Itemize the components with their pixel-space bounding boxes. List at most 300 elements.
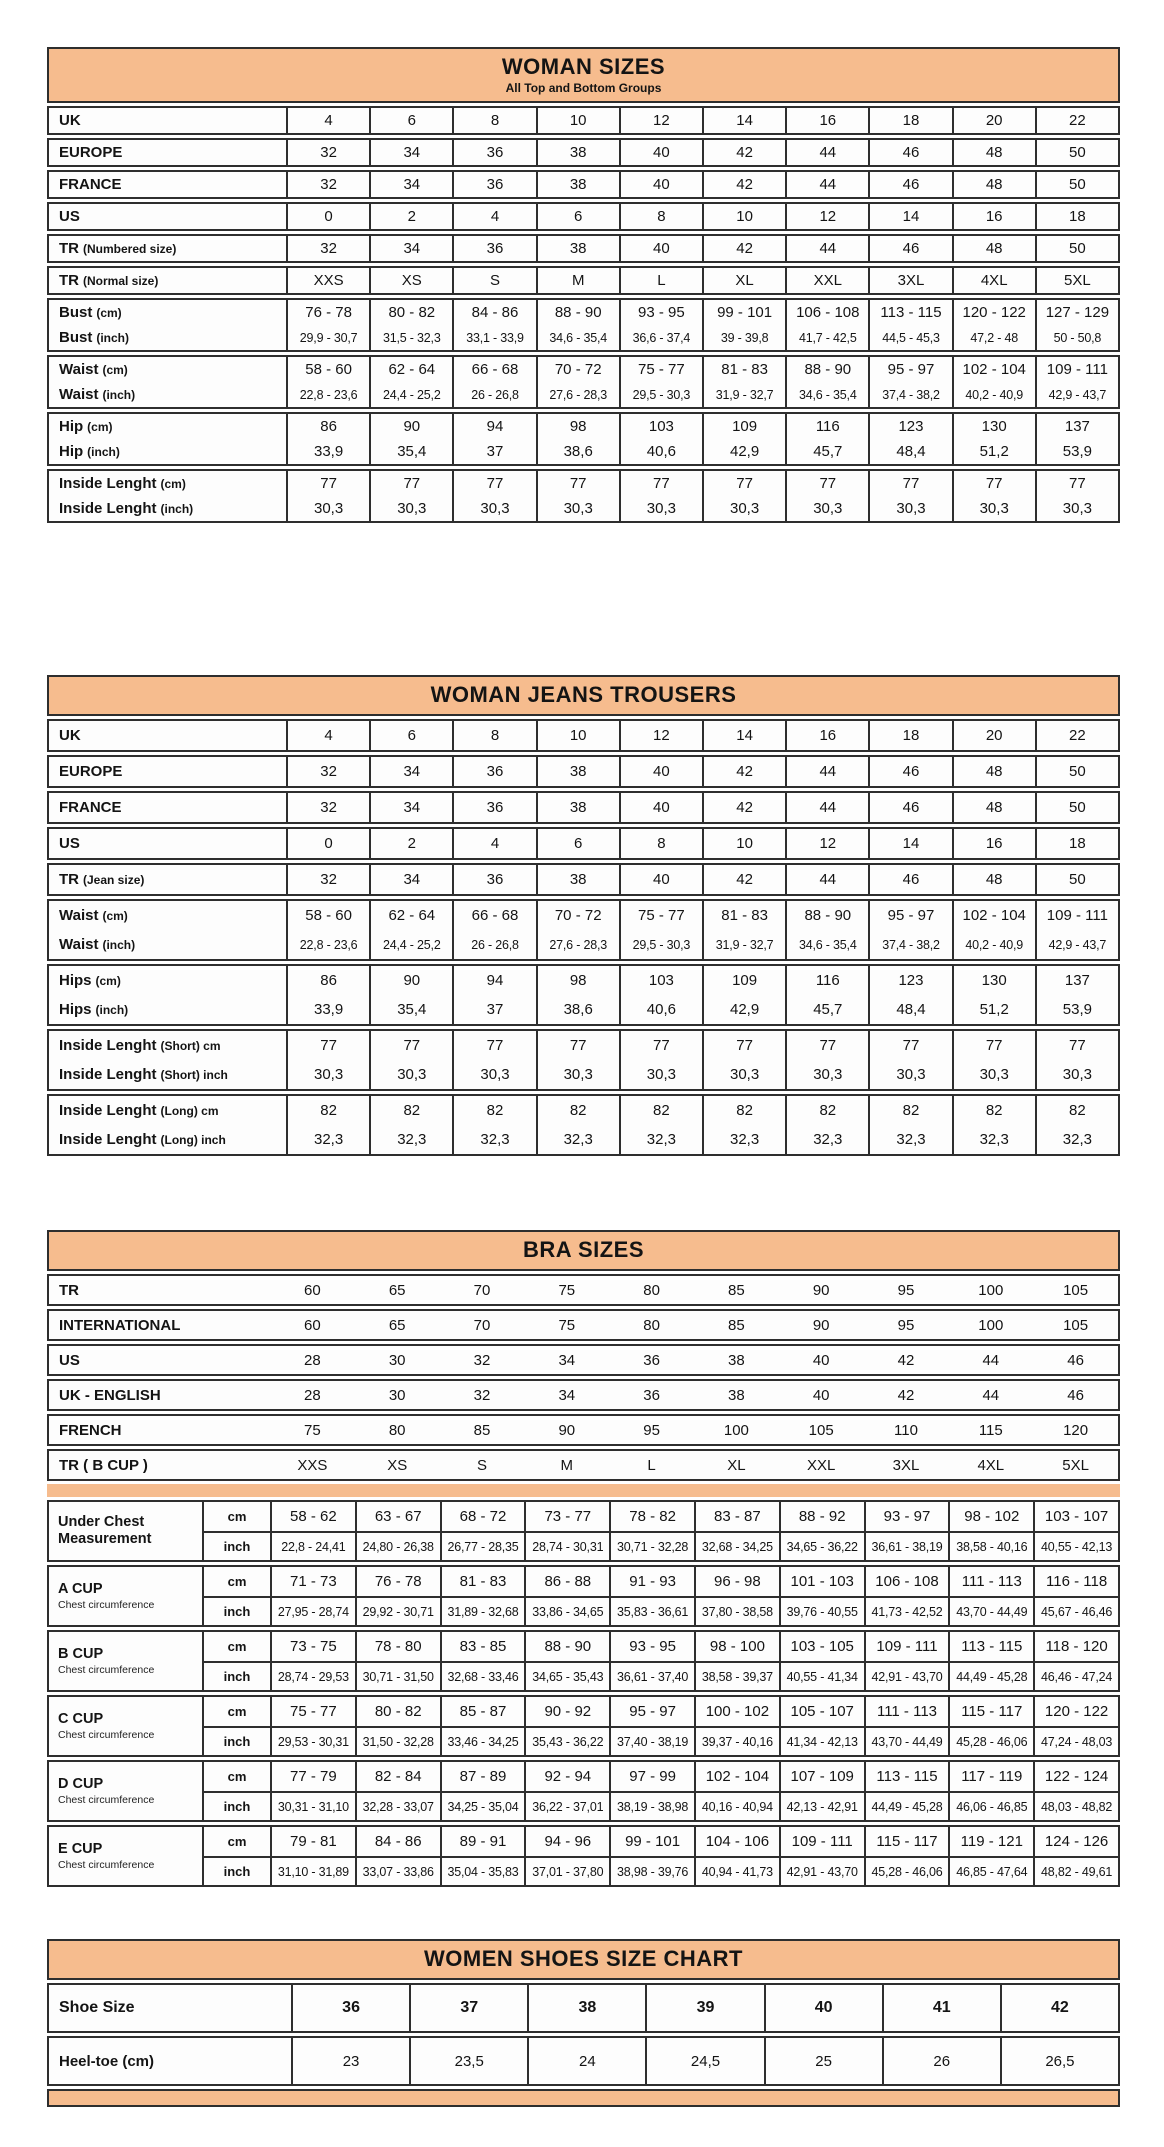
size-cell: 43,70 - 44,49 bbox=[864, 1726, 949, 1755]
size-cell: 90 bbox=[558, 1421, 576, 1439]
row-label bbox=[49, 1125, 286, 1154]
size-cell: 28,74 - 29,53 bbox=[270, 1661, 355, 1690]
size-cell: 85 bbox=[473, 1421, 491, 1439]
table-row bbox=[49, 414, 1118, 439]
size-cell: 42 bbox=[897, 1386, 915, 1404]
size-cell: 37,4 - 38,2 bbox=[868, 382, 951, 407]
size-cell: 34 bbox=[369, 172, 452, 197]
size-cell: 78 - 82 bbox=[609, 1502, 694, 1531]
size-cell: 76 - 78 bbox=[355, 1567, 440, 1596]
row-group bbox=[47, 469, 1120, 523]
size-cell: 113 - 115 bbox=[948, 1632, 1033, 1661]
size-cell: 36 bbox=[452, 793, 535, 822]
size-cell: 77 bbox=[369, 471, 452, 496]
size-cell: 30,3 bbox=[536, 496, 619, 521]
row-label-text: TR bbox=[59, 1281, 79, 1299]
table-row bbox=[49, 1985, 1118, 2031]
row-group bbox=[47, 899, 1120, 961]
row-group bbox=[47, 266, 1120, 295]
size-cell: 77 bbox=[286, 1031, 369, 1060]
size-cell: 36 bbox=[291, 1985, 409, 2031]
table-row bbox=[49, 496, 1118, 521]
size-cell: 70 - 72 bbox=[536, 357, 619, 382]
table-header bbox=[47, 675, 1120, 716]
table-row bbox=[49, 901, 1118, 930]
size-cell: XXL bbox=[785, 268, 868, 293]
size-cell: 32,3 bbox=[369, 1125, 452, 1154]
row-group bbox=[47, 964, 1120, 1026]
table-row bbox=[49, 1276, 1118, 1304]
size-cell: 73 - 77 bbox=[524, 1502, 609, 1531]
row-label bbox=[49, 325, 286, 350]
size-cell: 30,3 bbox=[952, 496, 1035, 521]
size-cell: 124 - 126 bbox=[1033, 1827, 1118, 1856]
cup-label bbox=[49, 1697, 202, 1755]
size-cell: 4 bbox=[452, 204, 535, 229]
row-label bbox=[49, 268, 286, 293]
size-cell: 70 bbox=[473, 1281, 491, 1299]
size-cell: 44 bbox=[785, 793, 868, 822]
size-cell: 36 bbox=[452, 757, 535, 786]
size-cell: 58 - 62 bbox=[270, 1502, 355, 1531]
size-cell: 42 bbox=[702, 172, 785, 197]
size-cell: 38 bbox=[536, 865, 619, 894]
row-label-note: (inch) bbox=[87, 444, 120, 459]
size-cell: 102 - 104 bbox=[952, 357, 1035, 382]
cup-label-text: E CUP bbox=[58, 1841, 103, 1858]
size-cell: XL bbox=[702, 268, 785, 293]
size-cell: 34 bbox=[369, 236, 452, 261]
size-cell: 63 - 67 bbox=[355, 1502, 440, 1531]
size-cell: 44,5 - 45,3 bbox=[868, 325, 951, 350]
size-cell: 30,3 bbox=[702, 496, 785, 521]
size-cell: 34,25 - 35,04 bbox=[440, 1791, 525, 1820]
table-row bbox=[49, 1381, 1118, 1409]
row-label bbox=[49, 1031, 286, 1060]
size-cell: 119 - 121 bbox=[948, 1827, 1033, 1856]
size-cell: 82 - 84 bbox=[355, 1762, 440, 1791]
size-cell: 111 - 113 bbox=[864, 1697, 949, 1726]
size-cell: 94 bbox=[452, 966, 535, 995]
size-cell: 103 - 107 bbox=[1033, 1502, 1118, 1531]
row-label bbox=[49, 721, 286, 750]
size-cell: 26,77 - 28,35 bbox=[440, 1531, 525, 1560]
size-cell: 80 - 82 bbox=[355, 1697, 440, 1726]
size-cell: 30,31 - 31,10 bbox=[270, 1791, 355, 1820]
size-cell: 116 - 118 bbox=[1033, 1567, 1118, 1596]
size-cell: 75 bbox=[558, 1316, 576, 1334]
size-cell: 42,9 bbox=[702, 995, 785, 1024]
size-cell: 42 bbox=[702, 236, 785, 261]
size-cell: 70 bbox=[473, 1316, 491, 1334]
row-label-text: TR bbox=[59, 871, 79, 888]
size-cell: 80 - 82 bbox=[369, 300, 452, 325]
row-label-text: Inside Lenght bbox=[59, 1102, 157, 1119]
size-cell: 14 bbox=[868, 204, 951, 229]
size-cell: 88 - 90 bbox=[785, 357, 868, 382]
size-cell: 6 bbox=[536, 204, 619, 229]
size-cell: 96 - 98 bbox=[694, 1567, 779, 1596]
table-row bbox=[49, 140, 1118, 165]
size-cell: 4XL bbox=[977, 1456, 1005, 1474]
size-cell: S bbox=[476, 1456, 487, 1474]
cup-sublabel: Chest circumference bbox=[58, 1598, 155, 1611]
size-cell: 50 bbox=[1035, 757, 1118, 786]
cup-sublabel: Chest circumference bbox=[58, 1663, 155, 1676]
row-label-text: TR bbox=[59, 240, 79, 257]
size-cell: 34 bbox=[369, 140, 452, 165]
size-cell: 75 bbox=[304, 1421, 321, 1439]
size-cell: 95 - 97 bbox=[868, 357, 951, 382]
row-label bbox=[49, 439, 286, 464]
size-cell: 86 bbox=[286, 966, 369, 995]
size-cell: 32,3 bbox=[286, 1125, 369, 1154]
row-label-note: (cm) bbox=[95, 973, 121, 988]
table-row bbox=[49, 1311, 1118, 1339]
size-cell: 14 bbox=[702, 721, 785, 750]
size-cell: 50 bbox=[1035, 793, 1118, 822]
size-cell: 94 - 96 bbox=[524, 1827, 609, 1856]
size-cell: XXS bbox=[286, 268, 369, 293]
size-cell: 88 - 90 bbox=[536, 300, 619, 325]
size-cell: 40,6 bbox=[619, 995, 702, 1024]
size-cell: 107 - 109 bbox=[779, 1762, 864, 1791]
size-cell: 33,86 - 34,65 bbox=[524, 1596, 609, 1625]
size-cell: 37,01 - 37,80 bbox=[524, 1856, 609, 1885]
size-cell: 16 bbox=[952, 829, 1035, 858]
row-label bbox=[49, 1416, 270, 1444]
size-cell: 14 bbox=[702, 108, 785, 133]
size-cell: 35,4 bbox=[369, 439, 452, 464]
size-cell: 31,5 - 32,3 bbox=[369, 325, 452, 350]
size-cell: 68 - 72 bbox=[440, 1502, 525, 1531]
size-cell: 77 bbox=[952, 1031, 1035, 1060]
size-cell: 77 bbox=[536, 471, 619, 496]
size-cell: 46 bbox=[868, 793, 951, 822]
size-cell: 40,55 - 41,34 bbox=[779, 1661, 864, 1690]
size-cell: 48 bbox=[952, 757, 1035, 786]
row-label bbox=[49, 757, 286, 786]
size-cell: 104 - 106 bbox=[694, 1827, 779, 1856]
size-cell: 30,3 bbox=[1035, 496, 1118, 521]
size-cell: 32 bbox=[286, 757, 369, 786]
table-row bbox=[49, 471, 1118, 496]
size-cell: 101 - 103 bbox=[779, 1567, 864, 1596]
table-row bbox=[49, 1416, 1118, 1444]
size-cell: XS bbox=[369, 268, 452, 293]
size-cell: 80 bbox=[643, 1281, 660, 1299]
size-cell: 18 bbox=[1035, 204, 1118, 229]
size-cell: 44,49 - 45,28 bbox=[948, 1661, 1033, 1690]
size-cell: 36,61 - 38,19 bbox=[864, 1531, 949, 1560]
row-label-text: UK bbox=[59, 112, 81, 129]
size-cell: 39,37 - 40,16 bbox=[694, 1726, 779, 1755]
size-cell: 32 bbox=[286, 793, 369, 822]
row-label bbox=[49, 995, 286, 1024]
size-cell: 42,9 - 43,7 bbox=[1035, 382, 1118, 407]
size-cell: 32,28 - 33,07 bbox=[355, 1791, 440, 1820]
table-row bbox=[49, 793, 1118, 822]
row-label bbox=[49, 140, 286, 165]
cup-label-text: Under Chest Measurement bbox=[58, 1514, 152, 1547]
size-cell: 40,2 - 40,9 bbox=[952, 930, 1035, 959]
separator-band bbox=[47, 1484, 1120, 1497]
size-cell: 42 bbox=[702, 793, 785, 822]
size-cell: 33,07 - 33,86 bbox=[355, 1856, 440, 1885]
table-women-shoes bbox=[47, 1939, 1120, 2107]
row-group bbox=[47, 1344, 1120, 1376]
size-cell: 34,65 - 35,43 bbox=[524, 1661, 609, 1690]
size-cell: 100 bbox=[978, 1316, 1004, 1334]
size-cell: 41,34 - 42,13 bbox=[779, 1726, 864, 1755]
size-cell: 77 bbox=[536, 1031, 619, 1060]
table-row bbox=[49, 204, 1118, 229]
size-cell: 98 bbox=[536, 966, 619, 995]
size-cell: 10 bbox=[536, 108, 619, 133]
row-label bbox=[49, 496, 286, 521]
cup-label bbox=[49, 1762, 202, 1820]
size-cell: 46 bbox=[1067, 1386, 1084, 1404]
size-cell: 95 bbox=[897, 1316, 915, 1334]
size-cell: 30,3 bbox=[868, 1060, 951, 1089]
size-cell: 75 - 77 bbox=[619, 901, 702, 930]
row-label bbox=[49, 1985, 291, 2031]
table-row bbox=[49, 757, 1118, 786]
table-row bbox=[49, 865, 1118, 894]
size-cell: 91 - 93 bbox=[609, 1567, 694, 1596]
size-cell: 82 bbox=[619, 1096, 702, 1125]
size-cell: 4 bbox=[452, 829, 535, 858]
size-cell: 77 - 79 bbox=[270, 1762, 355, 1791]
row-label-note: (Jean size) bbox=[83, 872, 145, 887]
size-cell: 77 bbox=[868, 471, 951, 496]
size-cell: 41,7 - 42,5 bbox=[785, 325, 868, 350]
size-cell: 77 bbox=[619, 471, 702, 496]
size-cell: 83 - 87 bbox=[694, 1502, 779, 1531]
footer-band bbox=[47, 2089, 1120, 2107]
size-cell: 44 bbox=[785, 865, 868, 894]
size-cell: 105 bbox=[1063, 1281, 1089, 1299]
size-cell: 50 bbox=[1035, 140, 1118, 165]
size-cell: 83 - 85 bbox=[440, 1632, 525, 1661]
size-cell: 111 - 113 bbox=[948, 1567, 1033, 1596]
size-cell: 30 bbox=[388, 1351, 406, 1369]
size-cell: 46,06 - 46,85 bbox=[948, 1791, 1033, 1820]
size-cell: 27,6 - 28,3 bbox=[536, 930, 619, 959]
size-cell: 46,85 - 47,64 bbox=[948, 1856, 1033, 1885]
row-label-text: Inside Lenght bbox=[59, 475, 157, 492]
size-cell: M bbox=[560, 1456, 574, 1474]
row-label bbox=[49, 357, 286, 382]
size-cell: 31,9 - 32,7 bbox=[702, 382, 785, 407]
size-cell: 98 bbox=[536, 414, 619, 439]
size-cell: 30,3 bbox=[952, 1060, 1035, 1089]
size-cell: 35,04 - 35,83 bbox=[440, 1856, 525, 1885]
size-cell: 44 bbox=[982, 1386, 1000, 1404]
size-cell: 20 bbox=[952, 108, 1035, 133]
size-cell: 44 bbox=[785, 140, 868, 165]
size-cell: 28 bbox=[304, 1386, 321, 1404]
size-cell: 95 - 97 bbox=[609, 1697, 694, 1726]
row-label-text: Hip bbox=[59, 418, 84, 435]
size-cell: 40,6 bbox=[619, 439, 702, 464]
size-cell: 77 bbox=[952, 471, 1035, 496]
size-cell: 30,3 bbox=[619, 1060, 702, 1089]
size-cell: 48,4 bbox=[868, 995, 951, 1024]
table-row bbox=[49, 995, 1118, 1024]
row-group bbox=[47, 1983, 1120, 2033]
size-cell: 38 bbox=[728, 1351, 745, 1369]
table-row bbox=[49, 829, 1118, 858]
size-cell: 35,43 - 36,22 bbox=[524, 1726, 609, 1755]
size-cell: 36,22 - 37,01 bbox=[524, 1791, 609, 1820]
size-cell: 24,4 - 25,2 bbox=[369, 930, 452, 959]
size-cell: 82 bbox=[868, 1096, 951, 1125]
row-group bbox=[47, 863, 1120, 896]
size-cell: 82 bbox=[452, 1096, 535, 1125]
row-label-note: (cm) bbox=[102, 362, 128, 377]
table-title: WOMAN JEANS TROUSERS bbox=[430, 682, 737, 707]
size-cell: 10 bbox=[702, 829, 785, 858]
size-cell: 24,5 bbox=[645, 2038, 763, 2084]
size-cell: 42,13 - 42,91 bbox=[779, 1791, 864, 1820]
size-cell: 109 - 111 bbox=[864, 1632, 949, 1661]
size-cell: 70 - 72 bbox=[536, 901, 619, 930]
row-label-text: TR ( B CUP ) bbox=[59, 1456, 148, 1474]
size-cell: 12 bbox=[619, 108, 702, 133]
row-group bbox=[47, 1309, 1120, 1341]
row-label bbox=[49, 1346, 270, 1374]
size-cell: 30,3 bbox=[286, 1060, 369, 1089]
cup-group bbox=[47, 1825, 1120, 1887]
size-cell: 22 bbox=[1035, 721, 1118, 750]
row-label bbox=[49, 236, 286, 261]
table-row bbox=[49, 1346, 1118, 1374]
size-cell: 30,3 bbox=[536, 1060, 619, 1089]
row-label-text: US bbox=[59, 208, 80, 225]
cup-label bbox=[49, 1502, 202, 1560]
row-label bbox=[49, 901, 286, 930]
size-cell: 50 bbox=[1035, 865, 1118, 894]
size-cell: 30,3 bbox=[702, 1060, 785, 1089]
size-cell: 81 - 83 bbox=[702, 357, 785, 382]
size-cell: 127 - 129 bbox=[1035, 300, 1118, 325]
size-cell: 36 bbox=[452, 236, 535, 261]
size-cell: 6 bbox=[536, 829, 619, 858]
size-cell: 42,9 bbox=[702, 439, 785, 464]
size-cell: 102 - 104 bbox=[694, 1762, 779, 1791]
table-row bbox=[49, 172, 1118, 197]
size-cell: 37 bbox=[452, 439, 535, 464]
size-cell: 30,3 bbox=[452, 496, 535, 521]
size-cell: 137 bbox=[1035, 966, 1118, 995]
size-cell: 109 bbox=[702, 414, 785, 439]
size-cell: 26 - 26,8 bbox=[452, 382, 535, 407]
row-group bbox=[47, 1029, 1120, 1091]
row-label-text: Bust bbox=[59, 329, 93, 346]
table-title: BRA SIZES bbox=[522, 1237, 645, 1262]
row-label-note: (Short) inch bbox=[160, 1067, 228, 1082]
size-cell: 86 bbox=[286, 414, 369, 439]
size-cell: 122 - 124 bbox=[1033, 1762, 1118, 1791]
size-cell: 50 bbox=[1035, 236, 1118, 261]
size-cell: 29,9 - 30,7 bbox=[286, 325, 369, 350]
table-row bbox=[49, 357, 1118, 382]
size-cell: 82 bbox=[702, 1096, 785, 1125]
size-cell: 29,53 - 30,31 bbox=[270, 1726, 355, 1755]
row-group bbox=[47, 2036, 1120, 2086]
size-cell: 85 - 87 bbox=[440, 1697, 525, 1726]
table-row bbox=[49, 268, 1118, 293]
size-cell: 40,55 - 42,13 bbox=[1033, 1531, 1118, 1560]
row-label-note: (cm) bbox=[96, 305, 122, 320]
size-cell: 113 - 115 bbox=[868, 300, 951, 325]
size-cell: 77 bbox=[452, 1031, 535, 1060]
size-cell: 24 bbox=[527, 2038, 645, 2084]
size-cell: 77 bbox=[785, 1031, 868, 1060]
size-cell: 32 bbox=[286, 865, 369, 894]
size-cell: 20 bbox=[952, 721, 1035, 750]
table-row bbox=[49, 966, 1118, 995]
size-cell: 93 - 95 bbox=[619, 300, 702, 325]
row-group bbox=[47, 202, 1120, 231]
size-cell: 82 bbox=[952, 1096, 1035, 1125]
size-cell: 38,19 - 38,98 bbox=[609, 1791, 694, 1820]
table-row bbox=[49, 2038, 1118, 2084]
row-label bbox=[49, 1381, 270, 1409]
size-cell: 40 bbox=[619, 865, 702, 894]
size-cell: 81 - 83 bbox=[440, 1567, 525, 1596]
size-cell: 35,83 - 36,61 bbox=[609, 1596, 694, 1625]
size-cell: 42,91 - 43,70 bbox=[864, 1661, 949, 1690]
size-cell: 44 bbox=[785, 172, 868, 197]
cup-label bbox=[49, 1827, 202, 1885]
size-cell: 45,7 bbox=[785, 995, 868, 1024]
size-cell: 42 bbox=[897, 1351, 915, 1369]
size-cell: 10 bbox=[536, 721, 619, 750]
size-cell: 30,71 - 31,50 bbox=[355, 1661, 440, 1690]
size-cell: 46 bbox=[868, 236, 951, 261]
size-cell: 110 bbox=[894, 1421, 918, 1439]
row-group bbox=[47, 719, 1120, 752]
table-row bbox=[49, 1451, 1118, 1479]
size-cell: 100 - 102 bbox=[694, 1697, 779, 1726]
size-cell: 30,3 bbox=[452, 1060, 535, 1089]
size-cell: 118 - 120 bbox=[1033, 1632, 1118, 1661]
size-cell: 88 - 90 bbox=[785, 901, 868, 930]
size-cell: 137 bbox=[1035, 414, 1118, 439]
size-cell: 30,3 bbox=[369, 1060, 452, 1089]
row-group bbox=[47, 170, 1120, 199]
size-cell: 4 bbox=[286, 108, 369, 133]
size-cell: 109 - 111 bbox=[779, 1827, 864, 1856]
size-cell: 115 bbox=[978, 1421, 1003, 1439]
size-cell: 4XL bbox=[952, 268, 1035, 293]
cup-sublabel: Chest circumference bbox=[58, 1793, 155, 1806]
size-cell: 76 - 78 bbox=[286, 300, 369, 325]
row-label-text: Hips bbox=[59, 972, 92, 989]
size-cell: 85 bbox=[728, 1316, 745, 1334]
table-row bbox=[49, 439, 1118, 464]
size-cell: 31,89 - 32,68 bbox=[440, 1596, 525, 1625]
row-label bbox=[49, 382, 286, 407]
size-cell: 46 bbox=[868, 140, 951, 165]
size-cell: 18 bbox=[868, 108, 951, 133]
row-label-note: (Normal size) bbox=[83, 273, 159, 288]
size-cell: 38 bbox=[536, 236, 619, 261]
unit-label: cm bbox=[202, 1502, 270, 1531]
size-cell: 8 bbox=[619, 204, 702, 229]
